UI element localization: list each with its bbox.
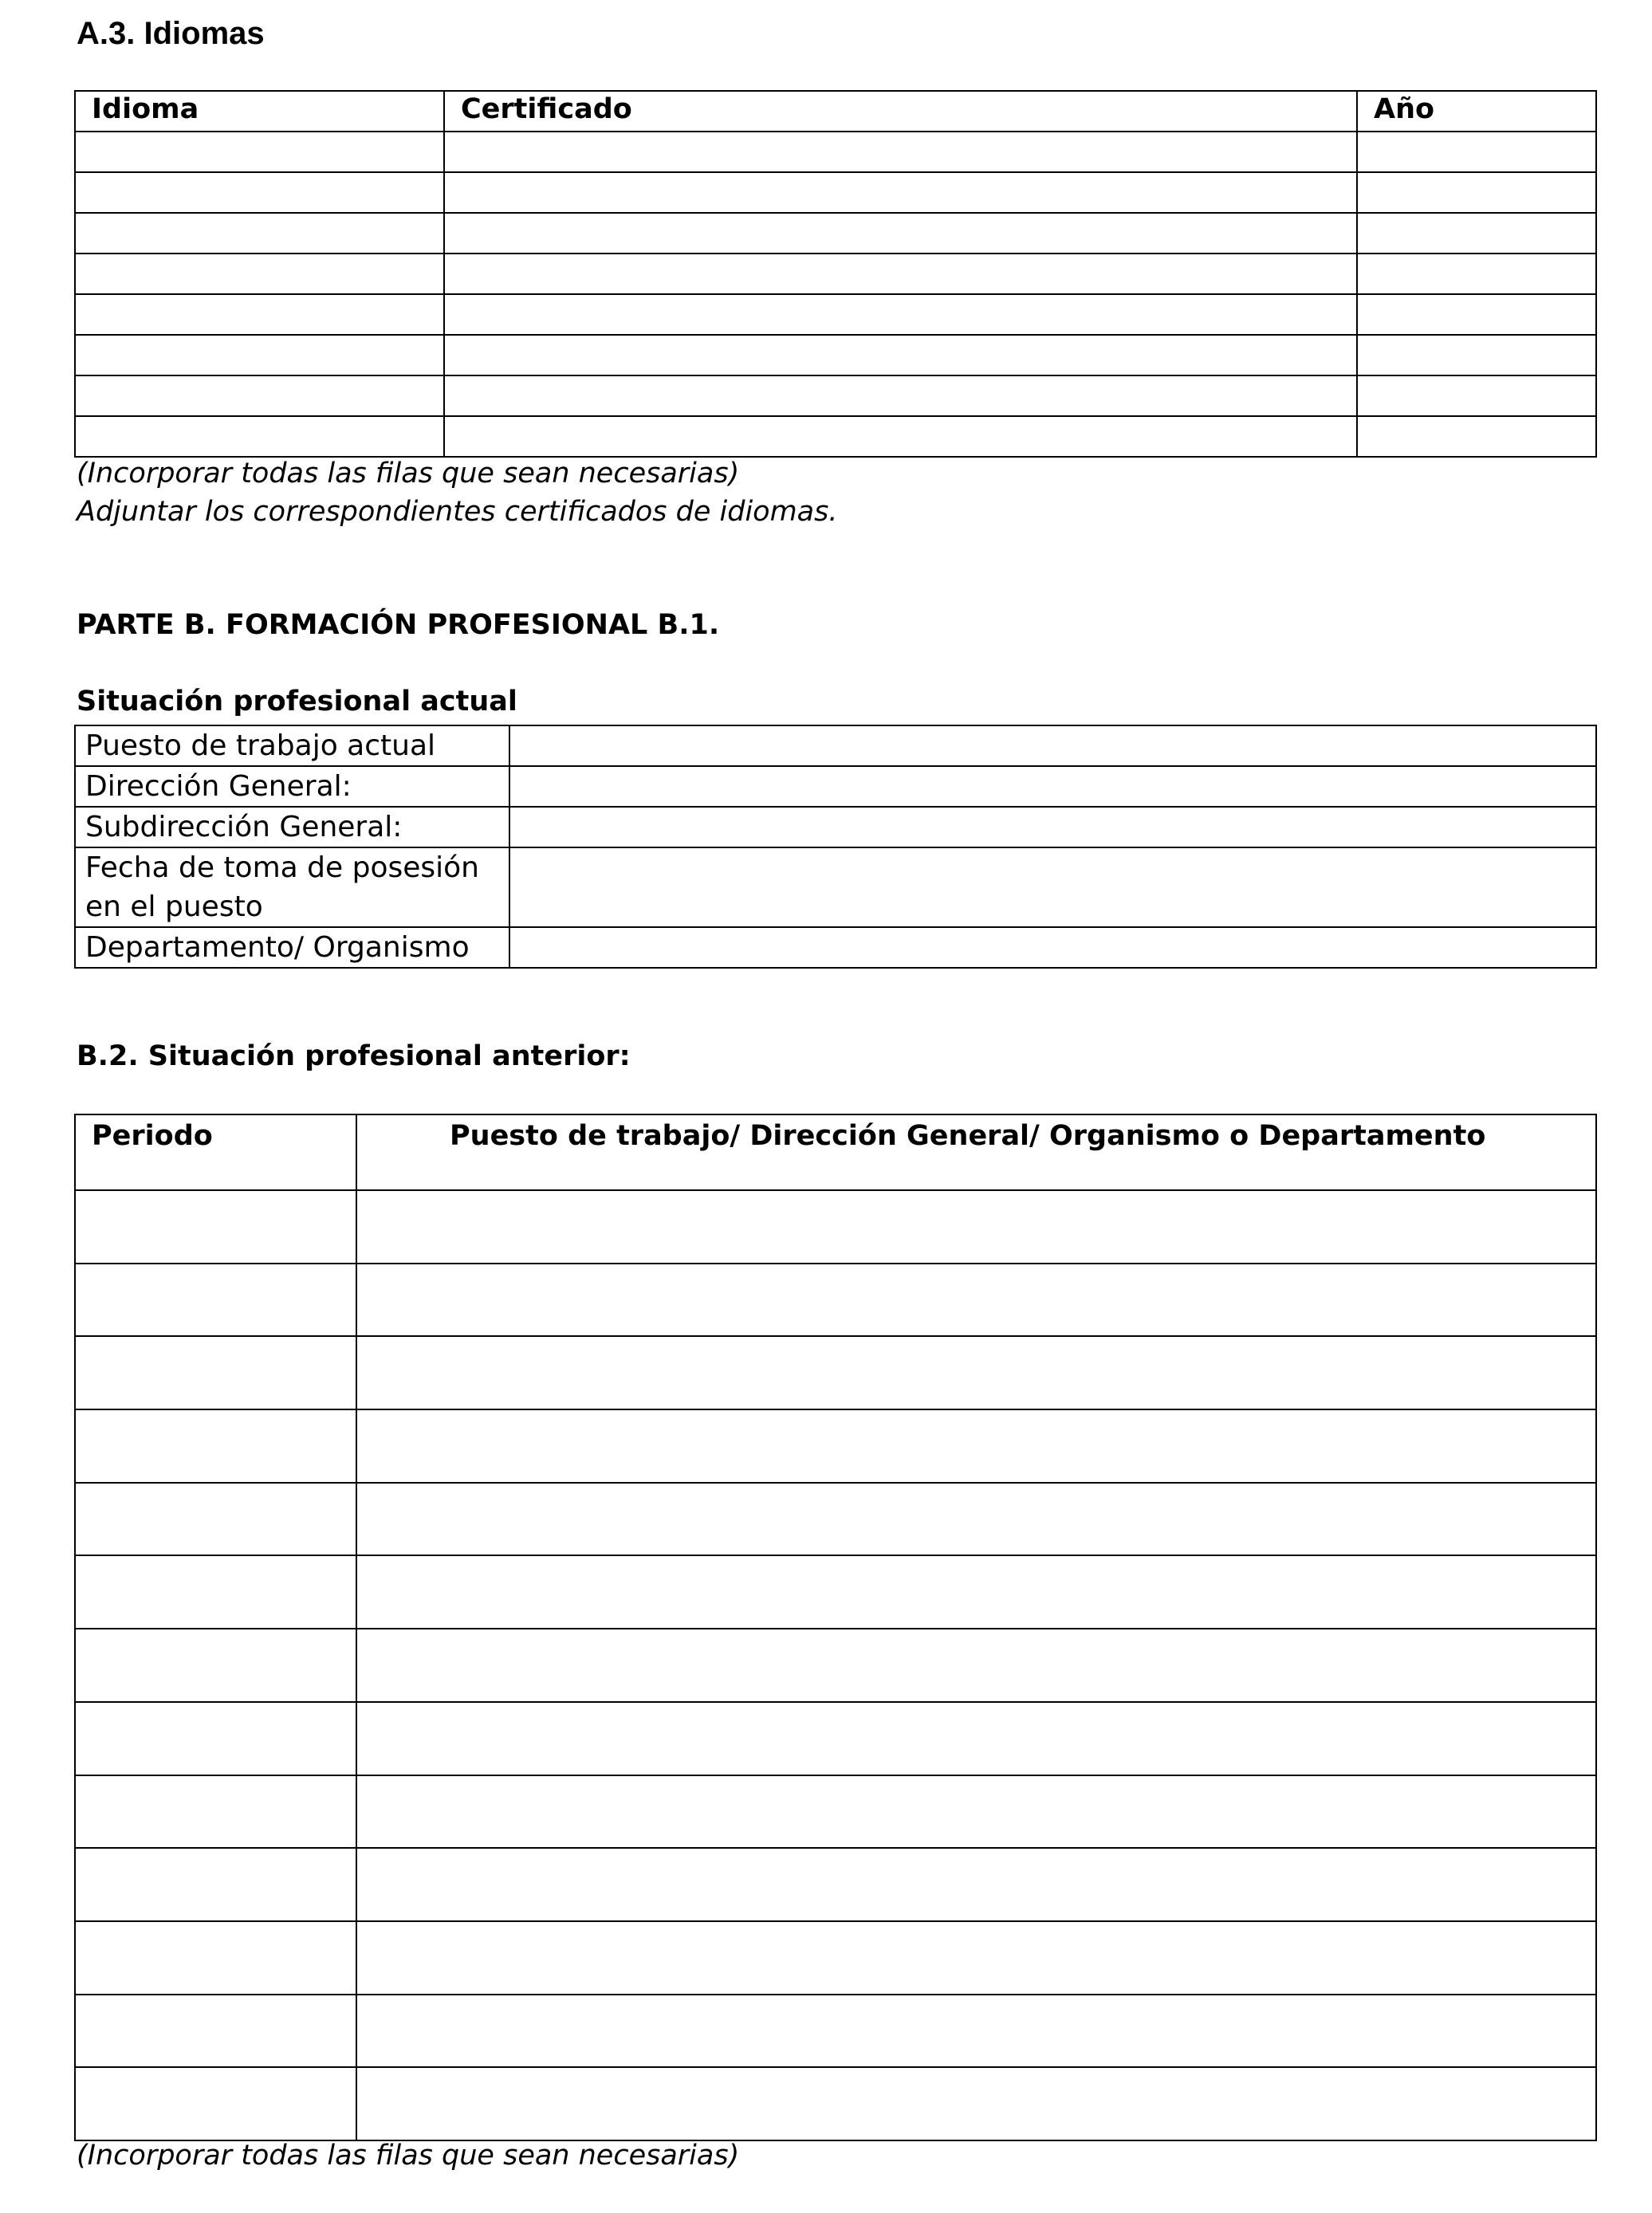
cell-periodo[interactable] <box>75 1775 356 1849</box>
section-b2-title: B.2. Situación profesional anterior: <box>77 1040 631 1072</box>
cell-ano[interactable] <box>1357 335 1596 375</box>
cell-certificado[interactable] <box>444 335 1357 375</box>
current-position-row <box>75 766 1596 807</box>
cell-puesto-direccion[interactable] <box>356 1629 1596 1702</box>
cell-periodo[interactable] <box>75 1483 356 1556</box>
cell-certificado[interactable] <box>444 132 1357 172</box>
field-value-departamento[interactable] <box>509 927 1596 968</box>
languages-note-rows: (Incorporar todas las filas que sean necesarias) <box>77 458 740 489</box>
previous-positions-row <box>75 2067 1596 2140</box>
previous-positions-row <box>75 1995 1596 2068</box>
cell-certificado[interactable] <box>444 375 1357 416</box>
field-label-departamento: Departamento/ Organismo <box>75 927 509 968</box>
languages-table-row <box>75 416 1596 457</box>
cell-puesto-direccion[interactable] <box>356 1409 1596 1483</box>
cell-puesto-direccion[interactable] <box>356 1336 1596 1409</box>
cell-periodo[interactable] <box>75 1921 356 1995</box>
cell-certificado[interactable] <box>444 294 1357 335</box>
cell-periodo[interactable] <box>75 2067 356 2140</box>
previous-positions-row <box>75 1775 1596 1849</box>
cell-certificado[interactable] <box>444 254 1357 294</box>
previous-positions-table <box>74 1114 1597 2141</box>
previous-positions-row <box>75 1629 1596 1702</box>
section-b1-subtitle: Situación profesional actual <box>77 686 517 717</box>
current-position-row <box>75 807 1596 847</box>
cell-periodo[interactable] <box>75 1264 356 1337</box>
field-label-fecha-toma-posesion: Fecha de toma de posesión en el puesto <box>75 847 509 927</box>
previous-positions-row <box>75 1702 1596 1775</box>
cell-puesto-direccion[interactable] <box>356 1775 1596 1849</box>
current-position-row <box>75 847 1596 927</box>
cell-periodo[interactable] <box>75 1995 356 2068</box>
cell-idioma[interactable] <box>75 254 444 294</box>
field-value-direccion-general[interactable] <box>509 766 1596 807</box>
previous-positions-row <box>75 1190 1596 1264</box>
languages-table-row <box>75 375 1596 416</box>
cell-puesto-direccion[interactable] <box>356 1190 1596 1264</box>
cell-idioma[interactable] <box>75 335 444 375</box>
cell-idioma[interactable] <box>75 213 444 254</box>
previous-positions-row <box>75 1409 1596 1483</box>
field-label-puesto: Puesto de trabajo actual <box>75 725 509 766</box>
cell-periodo[interactable] <box>75 1555 356 1629</box>
current-position-table <box>74 725 1597 969</box>
languages-table-row <box>75 172 1596 213</box>
column-header-idioma: Idioma <box>75 91 444 132</box>
previous-positions-row <box>75 1264 1596 1337</box>
previous-positions-row <box>75 1336 1596 1409</box>
field-value-puesto[interactable] <box>509 725 1596 766</box>
field-label-subdireccion-general: Subdirección General: <box>75 807 509 847</box>
cell-ano[interactable] <box>1357 213 1596 254</box>
current-position-row <box>75 725 1596 766</box>
cell-periodo[interactable] <box>75 1190 356 1264</box>
languages-table-row <box>75 213 1596 254</box>
cell-puesto-direccion[interactable] <box>356 1264 1596 1337</box>
cell-puesto-direccion[interactable] <box>356 1483 1596 1556</box>
previous-positions-row <box>75 1848 1596 1921</box>
cell-ano[interactable] <box>1357 172 1596 213</box>
cell-ano[interactable] <box>1357 254 1596 294</box>
current-position-row <box>75 927 1596 968</box>
cell-puesto-direccion[interactable] <box>356 2067 1596 2140</box>
cell-periodo[interactable] <box>75 1336 356 1409</box>
column-header-puesto-direccion: Puesto de trabajo/ Dirección General/ Organismo o Departamento <box>356 1114 1596 1190</box>
languages-table-row <box>75 335 1596 375</box>
previous-positions-row <box>75 1483 1596 1556</box>
previous-positions-row <box>75 1921 1596 1995</box>
cell-puesto-direccion[interactable] <box>356 1921 1596 1995</box>
cell-periodo[interactable] <box>75 1848 356 1921</box>
previous-positions-body <box>75 1190 1596 2140</box>
languages-table <box>74 90 1597 458</box>
field-value-subdireccion-general[interactable] <box>509 807 1596 847</box>
cell-idioma[interactable] <box>75 294 444 335</box>
cell-puesto-direccion[interactable] <box>356 1848 1596 1921</box>
languages-table-header <box>75 91 1596 132</box>
languages-table-row <box>75 132 1596 172</box>
cell-ano[interactable] <box>1357 375 1596 416</box>
previous-positions-note: (Incorporar todas las filas que sean necesarias) <box>77 2140 740 2172</box>
section-b1-title: PARTE B. FORMACIÓN PROFESIONAL B.1. <box>77 609 720 641</box>
cell-puesto-direccion[interactable] <box>356 1702 1596 1775</box>
languages-table-row <box>75 254 1596 294</box>
cell-certificado[interactable] <box>444 416 1357 457</box>
cell-idioma[interactable] <box>75 375 444 416</box>
column-header-periodo: Periodo <box>75 1114 356 1190</box>
previous-positions-row <box>75 1555 1596 1629</box>
cell-ano[interactable] <box>1357 294 1596 335</box>
cell-ano[interactable] <box>1357 132 1596 172</box>
cell-periodo[interactable] <box>75 1409 356 1483</box>
cell-ano[interactable] <box>1357 416 1596 457</box>
languages-table-row <box>75 294 1596 335</box>
languages-note-certificates: Adjuntar los correspondientes certificados de idiomas. <box>77 496 838 528</box>
section-a3-title: A.3. Idiomas <box>77 16 265 51</box>
previous-positions-header <box>75 1114 1596 1190</box>
field-value-fecha-toma-posesion[interactable] <box>509 847 1596 927</box>
cell-puesto-direccion[interactable] <box>356 1995 1596 2068</box>
field-label-direccion-general: Dirección General: <box>75 766 509 807</box>
cell-periodo[interactable] <box>75 1629 356 1702</box>
column-header-certificado: Certificado <box>444 91 1357 132</box>
column-header-ano: Año <box>1357 91 1596 132</box>
languages-table-body <box>75 132 1596 457</box>
cell-idioma[interactable] <box>75 132 444 172</box>
cell-certificado[interactable] <box>444 172 1357 213</box>
cell-idioma[interactable] <box>75 416 444 457</box>
cell-certificado[interactable] <box>444 213 1357 254</box>
cell-idioma[interactable] <box>75 172 444 213</box>
cell-periodo[interactable] <box>75 1702 356 1775</box>
cell-puesto-direccion[interactable] <box>356 1555 1596 1629</box>
